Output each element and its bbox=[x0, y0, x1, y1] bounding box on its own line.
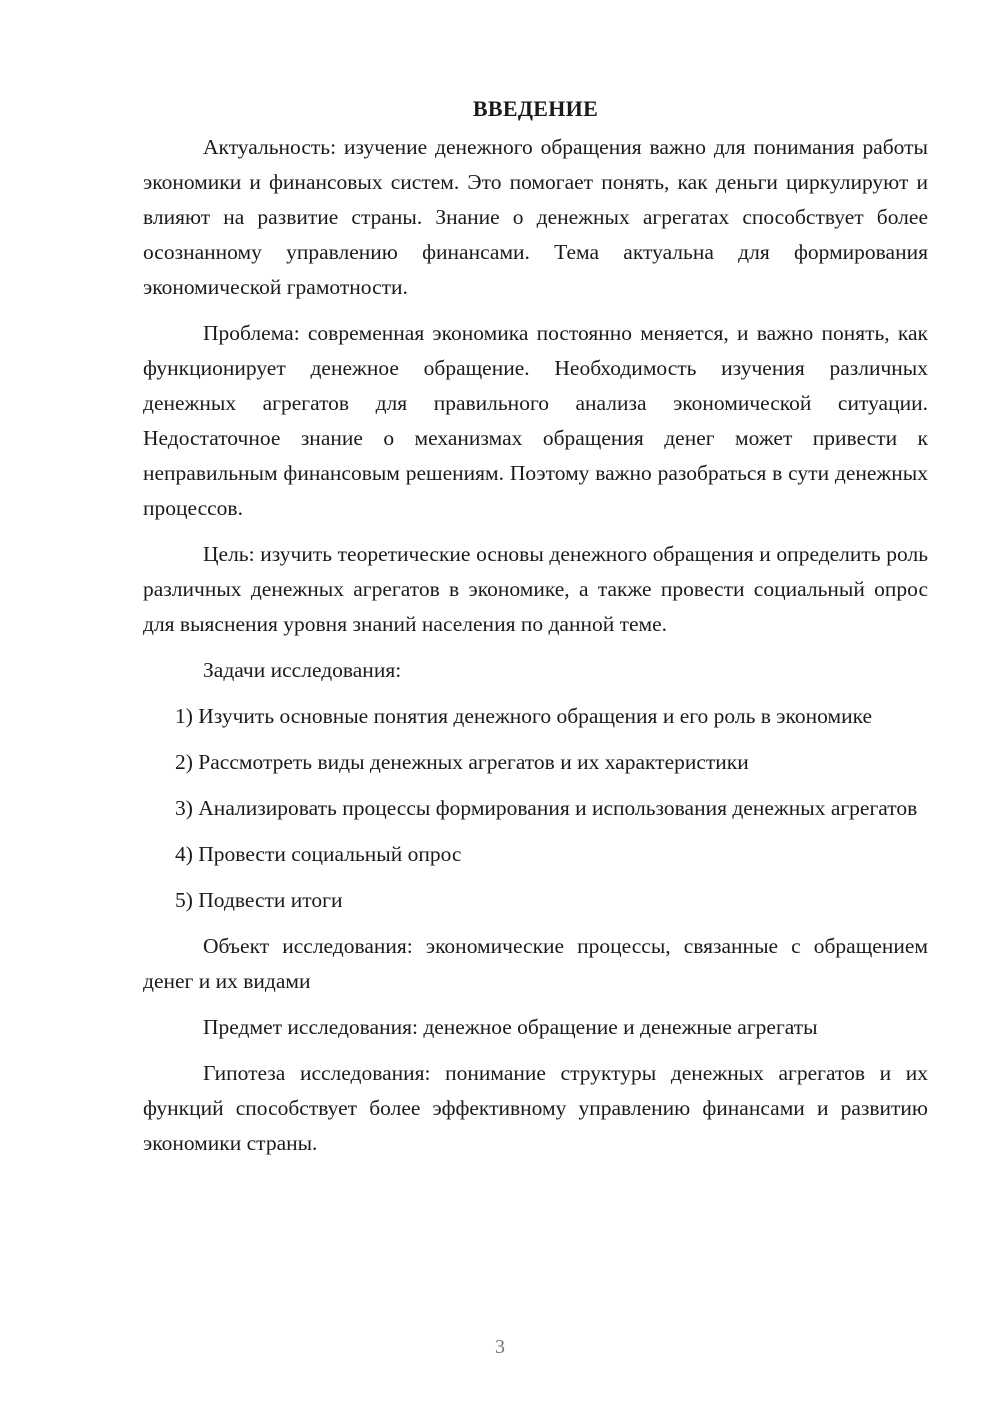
section-title: ВВЕДЕНИЕ bbox=[472, 96, 599, 121]
subject-paragraph: Предмет исследования: денежное обращение и денежные агрегаты bbox=[203, 1015, 818, 1039]
task-item-5: 5) Подвести итоги bbox=[175, 888, 343, 912]
task-item-3: 3) Анализировать процессы формирования и использования денежных агрегатов bbox=[175, 796, 918, 820]
task-item-4: 4) Провести социальный опрос bbox=[175, 842, 462, 866]
problem-paragraph: Проблема: современная экономика постоянно меняется, и важно понять, как функционирует денежное обращение. Необходимость изучения различных денежных агрегатов для правильного анализа экономической ситуации. Недостаточное знание о механизмах обращения денег может привести к неправильным финансовым решениям. Поэтому важно разобраться в сути денежных процессов. bbox=[143, 321, 928, 520]
hypothesis-paragraph: Гипотеза исследования: понимание структуры денежных агрегатов и их функций способствует более эффективному управлению финансами и развитию экономики страны. bbox=[143, 1061, 928, 1155]
task-item-2: 2) Рассмотреть виды денежных агрегатов и их характеристики bbox=[175, 750, 749, 774]
document-page bbox=[143, 92, 928, 1172]
goal-paragraph: Цель: изучить теоретические основы денежного обращения и определить роль различных денежных агрегатов в экономике, а также провести социальный опрос для выяснения уровня знаний населения по данной теме. bbox=[143, 542, 928, 636]
object-paragraph: Объект исследования: экономические процессы, связанные с обращением денег и их видами bbox=[143, 934, 928, 993]
task-item-1: 1) Изучить основные понятия денежного обращения и его роль в экономике bbox=[175, 704, 873, 728]
relevance-paragraph: Актуальность: изучение денежного обращения важно для понимания работы экономики и финансовых систем. Это помогает понять, как деньги циркулируют и влияют на развитие страны. Знание о денежных агрегатах способствует более осознанному управлению финансами. Тема актуальна для формирования экономической грамотности. bbox=[143, 135, 928, 299]
tasks-heading: Задачи исследования: bbox=[203, 658, 402, 682]
page-number: 3 bbox=[495, 1336, 505, 1358]
